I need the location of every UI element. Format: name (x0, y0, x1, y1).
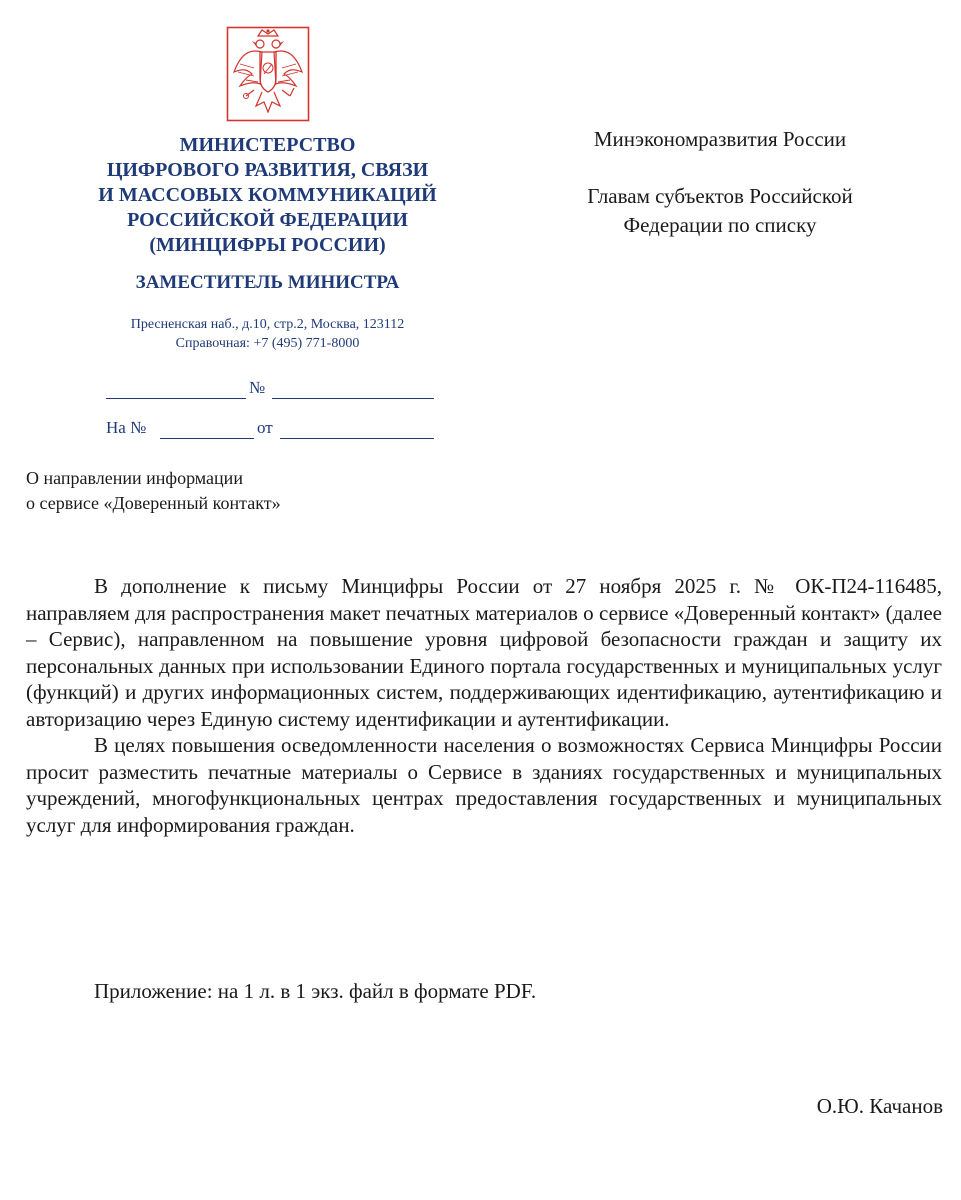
body-paragraph: В целях повышения осведомленности населения о возможностях Сервиса Минцифры России просит разместить печатные материалы о Сервисе в зданиях государственных и муниципальных учреждений, многофункциональных центрах предоставления государственных и муниципальных услуг для информирования граждан. (26, 733, 942, 837)
ministry-line: ЦИФРОВОГО РАЗВИТИЯ, СВЯЗИ (106, 159, 429, 181)
signer-name: О.Ю. Качанов (816, 1094, 943, 1118)
body-paragraph: В дополнение к письму Минцифры России от 27 ноября 2025 г. № ОК-П24-116485, направляем для распространения макет печатных материалов о сервисе «Доверенный контакт» (далее – Сервис), направленном на повышение уровня цифровой безопасности граждан и защиту их персональных данных при использовании Единого портала государственных и муниципальных услуг (функций) и других информационных систем, поддерживающих идентификацию, аутентификацию и авторизацию через Единую систему идентификации и аутентификации. (26, 574, 942, 731)
ministry-line: РОССИЙСКОЙ ФЕДЕРАЦИИ (127, 209, 408, 231)
ministry-address (70, 315, 465, 353)
subject-line: о сервисе «Доверенный контакт» (26, 493, 281, 513)
reg-number-label: № (249, 378, 266, 397)
ministry-line: (МИНЦИФРЫ РОССИИ) (149, 234, 386, 256)
reply-number-underline (160, 438, 254, 439)
phone-line: Справочная: +7 (495) 771-8000 (175, 336, 360, 351)
attachment-note: Приложение: на 1 л. в 1 экз. файл в формате PDF. (94, 979, 537, 1003)
subject-line: О направлении информации (26, 468, 243, 488)
ministry-name (70, 133, 465, 258)
recipient-line: Федерации по списку (623, 213, 817, 237)
reply-to-label: На № (106, 418, 147, 437)
address-line: Пресненская наб., д.10, стр.2, Москва, 123112 (130, 317, 405, 332)
recipient-line: Главам субъектов Российской (587, 184, 853, 208)
reply-date-underline (280, 438, 434, 439)
recipient-line: Минэкономразвития России (593, 127, 847, 151)
ministry-line: И МАССОВЫХ КОММУНИКАЦИЙ (98, 184, 437, 206)
reply-from-label: от (257, 418, 273, 437)
coat-of-arms-icon (226, 26, 310, 122)
letter-subject (26, 466, 281, 516)
ministry-line: МИНИСТЕРСТВО (179, 134, 356, 156)
signatory-position: ЗАМЕСТИТЕЛЬ МИНИСТРА (135, 272, 400, 293)
letter-body (26, 573, 942, 838)
date-underline (106, 398, 246, 399)
reg-number-underline (272, 398, 434, 399)
